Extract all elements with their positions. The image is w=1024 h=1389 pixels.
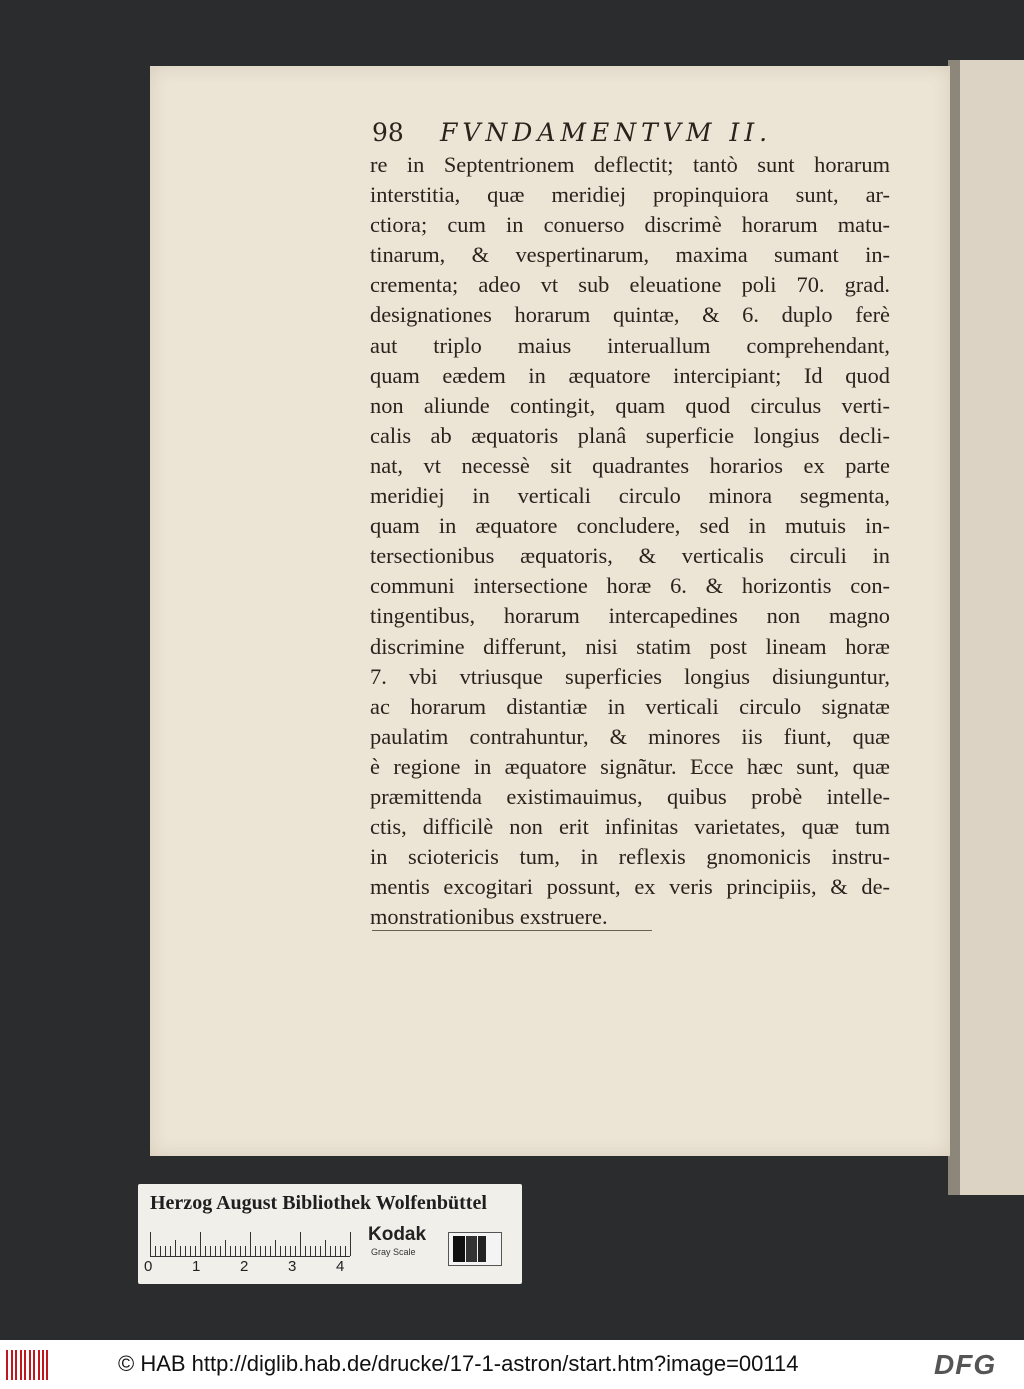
text-line: monstrationibus exstruere. bbox=[370, 904, 608, 930]
text-line: è regione in æquatore signãtur. Ecce hæc sunt, quæ bbox=[370, 753, 890, 779]
kodak-label: Kodak bbox=[368, 1224, 427, 1245]
text-line: tinarum, & vespertinarum, maxima sumant in- bbox=[370, 242, 890, 268]
ruler-number: 1 bbox=[192, 1258, 201, 1275]
ruler-number: 4 bbox=[336, 1258, 345, 1275]
library-name: Herzog August Bibliothek Wolfenbüttel bbox=[150, 1192, 487, 1214]
running-head-title: FVNDAMENTVM II. bbox=[440, 118, 773, 147]
text-line: interstitia, quæ meridiej propinquiora sunt, ar- bbox=[370, 182, 890, 208]
text-line: tersectionibus æquatoris, & verticalis circuli in bbox=[370, 543, 890, 569]
text-line: communi intersectione horæ 6. & horizontis con- bbox=[370, 573, 890, 599]
text-line: crementa; adeo vt sub eleuatione poli 70. grad. bbox=[370, 272, 890, 298]
text-line: non aliunde contingit, quam quod circulus verti- bbox=[370, 392, 890, 418]
text-line: nat, vt necessè sit quadrantes horarios ex parte bbox=[370, 452, 890, 478]
text-line: paulatim contrahuntur, & minores iis fiunt, quæ bbox=[370, 723, 890, 749]
text-line: 7. vbi vtriusque superficies longius disiunguntur, bbox=[370, 663, 890, 689]
book-page bbox=[150, 66, 950, 1156]
text-line: mentis excogitari possunt, ex veris principiis, & de- bbox=[370, 874, 890, 900]
text-line: ctis, difficilè non erit infinitas varietates, quæ tum bbox=[370, 814, 890, 840]
text-line: discrimine differunt, nisi statim post lineam horæ bbox=[370, 633, 890, 659]
ruler-number: 2 bbox=[240, 1258, 249, 1275]
text-line: tingentibus, horarum intercapedines non magno bbox=[370, 603, 890, 629]
hab-barcode-logo-icon bbox=[6, 1350, 48, 1380]
measurement-ruler bbox=[150, 1230, 350, 1257]
text-line: calis ab æquatoris planâ superficie longius decli- bbox=[370, 422, 890, 448]
text-line: quam eædem in æquatore intercipiant; Id quod bbox=[370, 362, 890, 388]
text-line: ac horarum distantiæ in verticali circulo signatæ bbox=[370, 693, 890, 719]
text-line: præmittenda existimauimus, quibus probè intelle- bbox=[370, 783, 890, 809]
gray-swatches bbox=[448, 1232, 502, 1266]
closing-rule bbox=[372, 930, 652, 931]
running-header bbox=[372, 118, 972, 152]
text-line: re in Septentrionem deflectit; tantò sunt horarum bbox=[370, 152, 890, 177]
facing-page-edge bbox=[948, 60, 1024, 1195]
footer-bar bbox=[0, 1340, 1024, 1389]
text-line: ctiora; cum in conuerso discrimè horarum matu- bbox=[370, 212, 890, 238]
ruler-number: 3 bbox=[288, 1258, 297, 1275]
ruler-number: 0 bbox=[144, 1258, 153, 1275]
page-body-text bbox=[370, 150, 890, 932]
text-line: designationes horarum quintæ, & 6. duplo ferè bbox=[370, 302, 890, 328]
copyright-link[interactable]: © HAB http://diglib.hab.de/drucke/17-1-astron/start.htm?image=00114 bbox=[118, 1351, 799, 1376]
dfg-logo: DFG bbox=[934, 1349, 997, 1380]
text-line: meridiej in verticali circulo minora segmenta, bbox=[370, 483, 890, 509]
page-number: 98 bbox=[372, 118, 404, 147]
text-line: quam in æquatore concludere, sed in mutuis in- bbox=[370, 513, 890, 539]
text-line: in sciotericis tum, in reflexis gnomonicis instru- bbox=[370, 844, 890, 870]
library-color-card bbox=[138, 1184, 522, 1284]
gray-scale-label: Gray Scale bbox=[371, 1247, 416, 1257]
text-line: aut triplo maius interuallum comprehendant, bbox=[370, 332, 890, 358]
